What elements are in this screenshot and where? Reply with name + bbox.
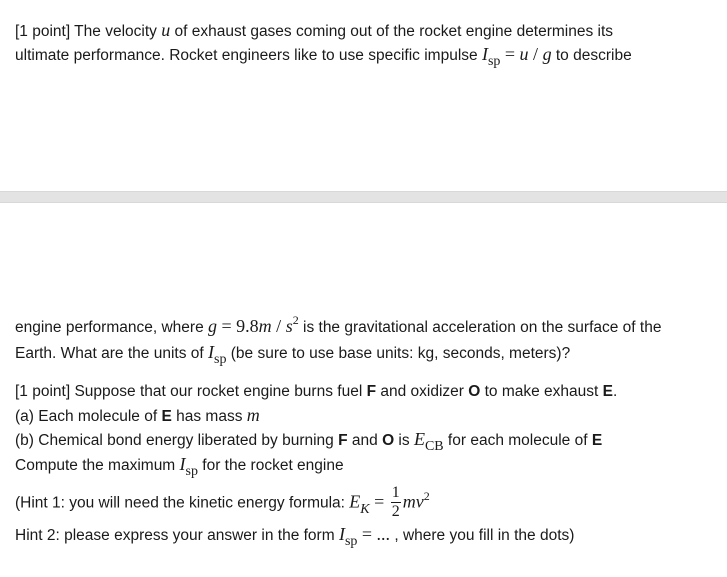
q2-text: . bbox=[613, 383, 618, 400]
q2-text: is bbox=[394, 432, 414, 449]
q2-part-b bbox=[15, 429, 602, 452]
isp-symbol: I bbox=[338, 524, 345, 544]
isp-subscript: sp bbox=[487, 54, 501, 69]
bond-energy-subscript: CB bbox=[424, 439, 444, 454]
exhaust-label: E bbox=[161, 408, 172, 425]
q2-text: for the rocket engine bbox=[197, 457, 344, 474]
q1-line-3 bbox=[15, 313, 662, 338]
q2-hint-2 bbox=[15, 524, 574, 547]
exhaust-label: E bbox=[591, 432, 603, 449]
q1-text: Earth. What are the units of bbox=[15, 345, 208, 362]
q2-text: to make exhaust bbox=[480, 383, 603, 400]
second-unit: s bbox=[285, 316, 293, 336]
q1-text: to describe bbox=[551, 47, 632, 64]
bond-energy-symbol: E bbox=[413, 429, 425, 449]
q2-text: Hint 2: please express your answer in the form bbox=[15, 527, 339, 544]
isp-symbol: I bbox=[481, 44, 488, 64]
q2-text: Compute the maximum bbox=[15, 457, 180, 474]
q2-text: and bbox=[347, 432, 383, 449]
fuel-label: F bbox=[366, 383, 377, 400]
q1-text: ultimate performance. Rocket engineers like to use specific impulse bbox=[15, 47, 482, 64]
one-half-fraction bbox=[391, 485, 401, 520]
q1-text: is the gravitational acceleration on the surface of the bbox=[298, 319, 662, 336]
q2-text: has mass bbox=[171, 408, 247, 425]
q1-line-1 bbox=[15, 20, 613, 42]
q1-line-2 bbox=[15, 44, 632, 67]
oxidizer-label: O bbox=[468, 383, 481, 400]
q1-text: of exhaust gases coming out of the rocket engine determines its bbox=[170, 23, 614, 40]
q2-text: (Hint 1: you will need the kinetic energy formula: bbox=[15, 494, 350, 512]
isp-symbol: I bbox=[179, 454, 186, 474]
section-divider bbox=[0, 191, 727, 203]
equals-sign: = bbox=[369, 491, 389, 512]
velocity-v-symbol: v bbox=[415, 491, 424, 512]
mass-symbol: m bbox=[246, 405, 260, 425]
q2-text: and oxidizer bbox=[376, 383, 469, 400]
q2-text: (b) Chemical bond energy liberated by burning bbox=[15, 432, 339, 449]
q1-line-4 bbox=[15, 342, 570, 365]
q2-line-1 bbox=[15, 382, 617, 402]
q1-text: engine performance, where bbox=[15, 319, 209, 336]
q1-text: (be sure to use base units: kg, seconds, meters)? bbox=[226, 345, 571, 362]
q2-text: for each molecule of bbox=[443, 432, 592, 449]
meter-unit: m bbox=[258, 316, 272, 336]
q2-text: , where you fill in the dots) bbox=[390, 527, 575, 544]
divide-slash: / bbox=[528, 44, 543, 64]
velocity-symbol: u bbox=[519, 44, 529, 64]
fraction-numerator: 1 bbox=[391, 484, 400, 501]
isp-subscript: sp bbox=[344, 534, 358, 549]
equals-sign: = bbox=[357, 524, 377, 544]
velocity-symbol: u bbox=[161, 20, 171, 40]
gravity-value: = 9.8 bbox=[217, 316, 259, 336]
mass-symbol: m bbox=[402, 491, 416, 512]
exponent: 2 bbox=[423, 488, 430, 503]
fraction-denominator: 2 bbox=[391, 503, 400, 520]
q2-compute bbox=[15, 454, 344, 477]
fuel-label: F bbox=[338, 432, 348, 449]
q2-part-a bbox=[15, 405, 260, 427]
answer-dots: ... bbox=[376, 524, 391, 544]
kinetic-energy-symbol: E bbox=[349, 491, 361, 512]
gravity-symbol: g bbox=[208, 316, 218, 336]
kinetic-energy-subscript: K bbox=[360, 501, 370, 517]
equals-sign: = bbox=[500, 44, 520, 64]
q2-text: [1 point] Suppose that our rocket engine burns fuel bbox=[15, 383, 367, 400]
oxidizer-label: O bbox=[382, 432, 395, 449]
isp-subscript: sp bbox=[185, 464, 198, 479]
q2-hint-1 bbox=[15, 486, 430, 521]
exponent: 2 bbox=[292, 313, 299, 327]
q1-text: [1 point] The velocity bbox=[15, 23, 162, 40]
isp-subscript: sp bbox=[214, 352, 227, 367]
q2-text: (a) Each molecule of bbox=[15, 408, 162, 425]
isp-symbol: I bbox=[208, 342, 214, 362]
gravity-symbol: g bbox=[542, 44, 552, 64]
exhaust-label: E bbox=[602, 383, 613, 400]
divide-slash: / bbox=[271, 316, 286, 336]
